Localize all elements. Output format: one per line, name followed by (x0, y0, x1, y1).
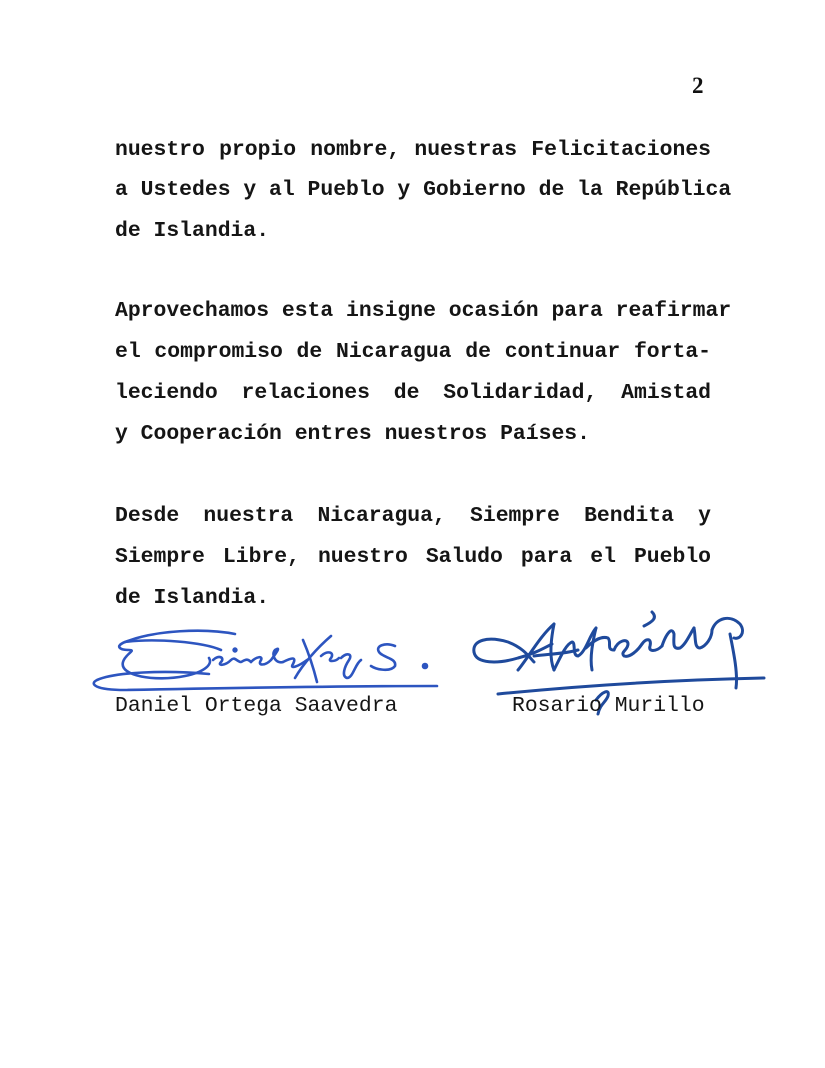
signer-name-rosario-murillo: Rosario Murillo (512, 694, 705, 718)
page-number: 2 (692, 73, 704, 98)
paragraph-line: de Islandia. (115, 586, 270, 610)
paragraph-line: y Cooperación entres nuestros Países. (115, 422, 590, 446)
paragraph-line: Siempre Libre, nuestro Saludo para el Pueblo (115, 545, 711, 569)
paragraph-line: de Islandia. (115, 219, 270, 243)
paragraph-line: Aprovechamos esta insigne ocasión para reafirmar (115, 299, 732, 323)
paragraph-line: a Ustedes y al Pueblo y Gobierno de la República (115, 178, 732, 202)
paragraph-line: nuestro propio nombre, nuestras Felicitaciones (115, 138, 711, 162)
paragraph-line: leciendo relaciones de Solidaridad, Amistad (115, 381, 711, 405)
paragraph-line: Desde nuestra Nicaragua, Siempre Bendita y (115, 504, 711, 528)
signature-daniel-ortega-icon (85, 620, 455, 700)
signer-name-daniel-ortega: Daniel Ortega Saavedra (115, 694, 398, 718)
paragraph-line: el compromiso de Nicaragua de continuar forta- (115, 340, 711, 364)
